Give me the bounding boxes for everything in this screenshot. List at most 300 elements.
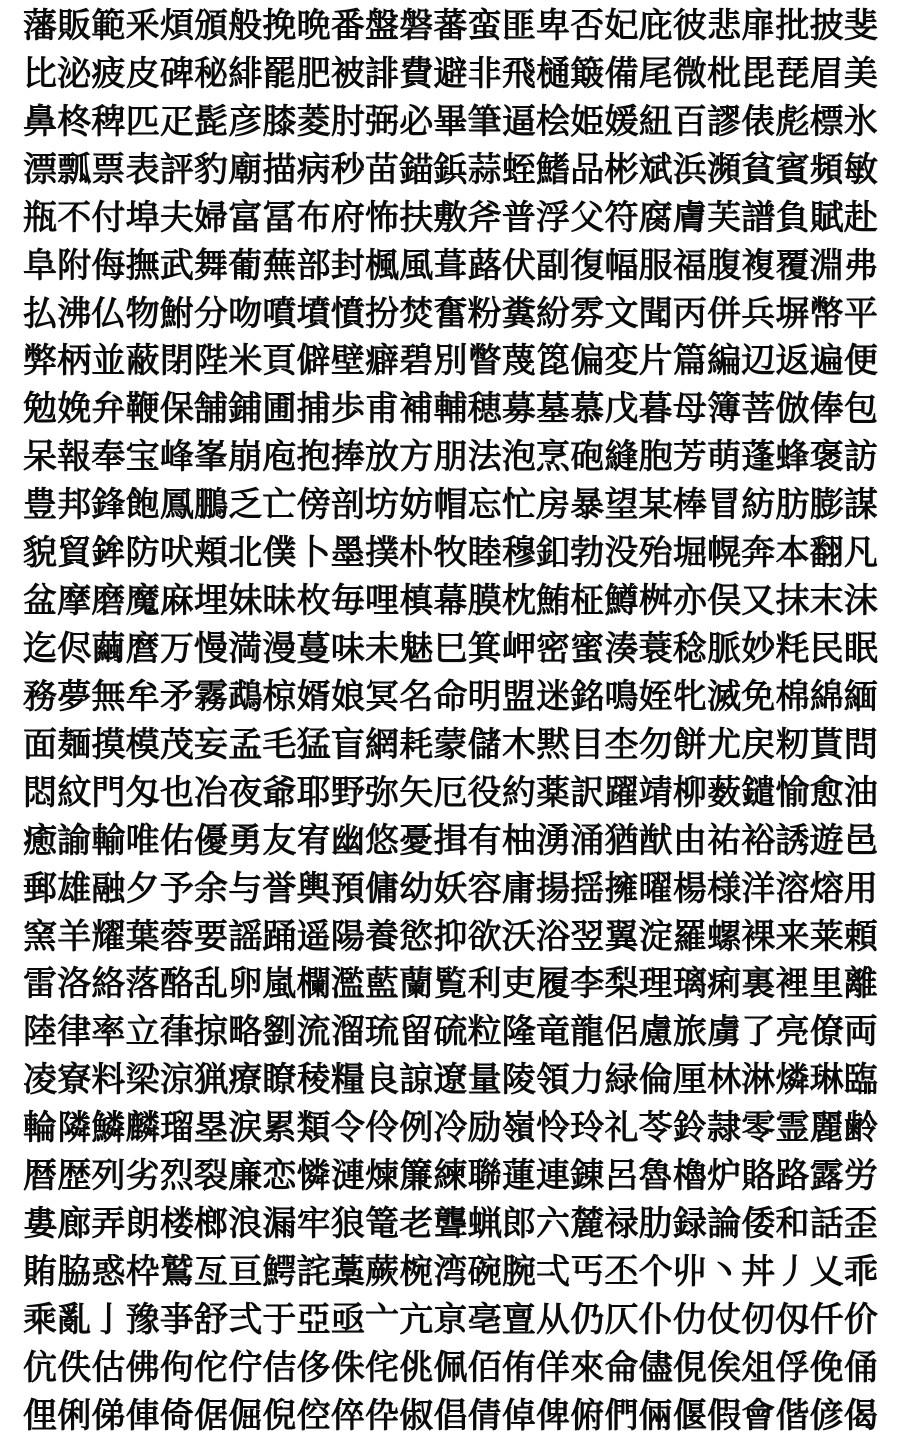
kanji-glyph: 墓 [536,389,571,430]
kanji-glyph: 佩 [433,1347,468,1388]
kanji-glyph: 齢 [843,1108,878,1149]
kanji-glyph: 彬 [604,149,639,190]
kanji-glyph: 遊 [809,820,844,861]
kanji-glyph: 儲 [467,724,502,765]
kanji-glyph: 縫 [604,437,639,478]
kanji-glyph: 倪 [262,1395,297,1436]
kanji-glyph: 撫 [125,245,160,286]
kanji-glyph: 亠 [365,1299,400,1340]
kanji-glyph: 褒 [809,437,844,478]
kanji-glyph: 爺 [262,772,297,813]
kanji-glyph: 癒 [23,820,57,861]
kanji-glyph: 萌 [707,437,742,478]
kanji-glyph: 塀 [775,293,810,334]
kanji-glyph: 廉 [228,1156,263,1197]
kanji-glyph: 仆 [638,1299,673,1340]
kanji-glyph: 賓 [775,149,810,190]
kanji-glyph: 槙 [399,581,434,622]
kanji-glyph: 峰 [159,437,194,478]
kanji-glyph: 風 [399,245,434,286]
kanji-glyph: 秘 [194,53,229,94]
kanji-glyph: 偐 [809,1395,844,1436]
kanji-glyph: 塁 [194,1108,229,1149]
glyph-row [23,722,877,768]
kanji-glyph: 由 [672,820,707,861]
kanji-glyph: 佻 [399,1347,434,1388]
kanji-glyph: 倔 [228,1395,263,1436]
kanji-glyph: 倆 [638,1395,673,1436]
kanji-glyph: 俥 [125,1395,160,1436]
kanji-glyph: 文 [604,293,639,334]
kanji-glyph: 櫓 [672,1156,707,1197]
kanji-glyph: 粒 [467,1012,502,1053]
kanji-glyph: 硫 [433,1012,468,1053]
kanji-glyph: 不 [57,197,92,238]
kanji-glyph: 備 [604,53,639,94]
kanji-glyph: 盆 [23,581,57,622]
kanji-glyph: 俸 [809,389,844,430]
kanji-glyph: 丕 [604,1251,639,1292]
kanji-glyph: 會 [741,1395,776,1436]
kanji-glyph: 樋 [536,53,571,94]
kanji-glyph: 美 [843,53,878,94]
kanji-glyph: 掠 [194,1012,229,1053]
kanji-glyph: 歩 [330,389,365,430]
kanji-glyph: 揚 [536,868,571,909]
kanji-glyph: 漣 [330,1156,365,1197]
kanji-glyph: 諒 [399,1060,434,1101]
kanji-glyph: 嵐 [262,964,297,1005]
kanji-glyph: 毛 [262,724,297,765]
kanji-glyph: 浴 [536,916,571,957]
kanji-glyph: 履 [536,964,571,1005]
kanji-glyph: 留 [399,1012,434,1053]
kanji-glyph: 傍 [296,485,331,526]
kanji-glyph: 倥 [296,1395,331,1436]
kanji-glyph: 乏 [228,485,263,526]
kanji-glyph: 亰 [433,1299,468,1340]
kanji-glyph: 磨 [91,581,126,622]
kanji-glyph: 薮 [707,772,742,813]
kanji-glyph: 余 [194,868,229,909]
kanji-glyph: 仟 [809,1299,844,1340]
kanji-glyph: 放 [365,437,400,478]
kanji-glyph: 煉 [365,1156,400,1197]
kanji-glyph: 偃 [672,1395,707,1436]
kanji-glyph: 複 [741,245,776,286]
kanji-glyph: 摸 [91,724,126,765]
kanji-glyph: 悠 [365,820,400,861]
kanji-glyph: 湊 [604,628,639,669]
kanji-glyph: 鵡 [228,676,263,717]
kanji-glyph: 猶 [604,820,639,861]
kanji-glyph: 母 [672,389,707,430]
kanji-glyph: 封 [330,245,365,286]
kanji-glyph: 伜 [365,1395,400,1436]
kanji-glyph: 微 [672,53,707,94]
kanji-glyph: 般 [228,6,263,46]
kanji-glyph: 輔 [433,389,468,430]
kanji-glyph: 鈴 [672,1108,707,1149]
kanji-glyph: 椋 [262,676,297,717]
kanji-glyph: 仭 [775,1299,810,1340]
kanji-glyph: 彦 [228,101,263,142]
kanji-glyph: 俛 [809,1347,844,1388]
kanji-glyph: 勇 [228,820,263,861]
kanji-glyph: 圃 [262,389,297,430]
kanji-glyph: 米 [228,341,263,382]
kanji-glyph: 畢 [433,101,468,142]
kanji-glyph: 杢 [604,724,639,765]
kanji-glyph: 佚 [57,1347,92,1388]
kanji-glyph: 忙 [501,485,536,526]
kanji-glyph: 俾 [536,1395,571,1436]
kanji-glyph: 烈 [159,1156,194,1197]
kanji-glyph: 弁 [91,389,126,430]
kanji-glyph: 罷 [262,53,297,94]
kanji-glyph: 老 [399,1204,434,1245]
kanji-glyph: 覆 [775,245,810,286]
kanji-glyph: 瞥 [467,341,502,382]
kanji-glyph: 良 [365,1060,400,1101]
kanji-glyph: 梁 [125,1060,160,1101]
kanji-glyph: 理 [638,964,673,1005]
kanji-glyph: 品 [570,149,605,190]
kanji-glyph: 葉 [125,916,160,957]
kanji-glyph: 魅 [399,628,434,669]
kanji-glyph: 佯 [536,1347,571,1388]
kanji-glyph: 未 [365,628,400,669]
kanji-glyph: 綿 [809,676,844,717]
kanji-glyph: 黙 [536,724,571,765]
kanji-glyph: 倨 [194,1395,229,1436]
kanji-glyph: 膨 [809,485,844,526]
kanji-glyph: 踊 [262,916,297,957]
kanji-glyph: 緬 [843,676,878,717]
kanji-glyph: 勉 [23,389,57,430]
kanji-glyph: 蓉 [159,916,194,957]
kanji-glyph: 伏 [501,245,536,286]
kanji-glyph: 率 [91,1012,126,1053]
kanji-glyph: 避 [433,53,468,94]
kanji-glyph: 莱 [809,916,844,957]
kanji-glyph: 沸 [57,293,92,334]
kanji-glyph: 報 [57,437,92,478]
kanji-glyph: 碧 [399,341,434,382]
kanji-glyph: 怖 [365,197,400,238]
kanji-glyph: 絡 [91,964,126,1005]
kanji-glyph: 椀 [399,1251,434,1292]
kanji-glyph: 被 [330,53,365,94]
kanji-glyph: 燐 [775,1060,810,1101]
kanji-glyph: 腕 [501,1251,536,1292]
kanji-glyph: 坊 [365,485,400,526]
kanji-glyph: 唯 [125,820,160,861]
kanji-glyph: 律 [57,1012,92,1053]
kanji-glyph: 肘 [330,101,365,142]
kanji-glyph: 普 [501,197,536,238]
kanji-glyph: 詫 [296,1251,331,1292]
kanji-glyph: 伶 [365,1108,400,1149]
kanji-glyph: 脈 [707,628,742,669]
kanji-glyph: 慢 [194,628,229,669]
kanji-glyph: 們 [604,1395,639,1436]
kanji-glyph: 蓬 [741,437,776,478]
kanji-glyph: 誹 [365,53,400,94]
kanji-glyph: 病 [296,149,331,190]
kanji-glyph: 暮 [638,389,673,430]
kanji-glyph: 魔 [125,581,160,622]
kanji-glyph: 翼 [604,916,639,957]
kanji-glyph: 羅 [672,916,707,957]
kanji-glyph: 料 [91,1060,126,1101]
kanji-glyph: 穆 [501,533,536,574]
kanji-glyph: 麻 [159,581,194,622]
kanji-glyph: 籾 [775,724,810,765]
kanji-glyph: 併 [707,293,742,334]
kanji-glyph: 滅 [707,676,742,717]
kanji-glyph: 幅 [604,245,639,286]
kanji-glyph: 于 [262,1299,297,1340]
kanji-glyph: 貧 [741,149,776,190]
kanji-glyph: 奔 [741,533,776,574]
kanji-glyph: 僻 [296,341,331,382]
kanji-glyph: 茂 [159,724,194,765]
kanji-glyph: 累 [262,1108,297,1149]
kanji-glyph: 倅 [330,1395,365,1436]
kanji-glyph: 負 [775,197,810,238]
kanji-glyph: 逼 [501,101,536,142]
kanji-glyph: 矛 [159,676,194,717]
kanji-glyph: 宥 [296,820,331,861]
kanji-glyph: 悲 [707,6,742,46]
kanji-glyph: 亂 [57,1299,92,1340]
kanji-glyph: 藍 [365,964,400,1005]
kanji-glyph: 噴 [262,293,297,334]
kanji-glyph: 巳 [433,628,468,669]
kanji-glyph: 裏 [741,964,776,1005]
kanji-glyph: 倬 [501,1395,536,1436]
kanji-glyph: 仏 [91,293,126,334]
kanji-glyph: 鮒 [159,293,194,334]
kanji-glyph: 濫 [330,964,365,1005]
kanji-glyph: 乘 [23,1299,57,1340]
kanji-glyph: 曜 [638,868,673,909]
kanji-glyph: 貰 [809,724,844,765]
kanji-glyph: 裡 [775,964,810,1005]
kanji-glyph: 盲 [330,724,365,765]
kanji-glyph: 魯 [638,1156,673,1197]
kanji-glyph: 郵 [23,868,57,909]
kanji-glyph: 類 [296,1108,331,1149]
kanji-glyph: 帽 [433,485,468,526]
kanji-glyph: 楊 [672,868,707,909]
kanji-glyph: 頻 [809,149,844,190]
kanji-glyph: 鱗 [91,1108,126,1149]
kanji-glyph: 癖 [365,341,400,382]
kanji-glyph: 憂 [399,820,434,861]
kanji-glyph: 豫 [125,1299,160,1340]
kanji-glyph: 聯 [467,1156,502,1197]
kanji-glyph: 表 [125,149,160,190]
kanji-glyph: 俶 [399,1395,434,1436]
kanji-glyph: 佰 [467,1347,502,1388]
kanji-glyph: 粉 [467,293,502,334]
kanji-glyph: 非 [467,53,502,94]
kanji-glyph: 晩 [296,6,331,46]
kanji-glyph: 痢 [707,964,742,1005]
kanji-glyph: 崩 [228,437,263,478]
kanji-glyph: 耗 [399,724,434,765]
kanji-glyph: 假 [707,1395,742,1436]
kanji-glyph: 毎 [330,581,365,622]
kanji-glyph: 奉 [91,437,126,478]
kanji-glyph: 乱 [194,964,229,1005]
kanji-glyph: 彪 [775,101,810,142]
kanji-glyph: 龍 [570,1012,605,1053]
kanji-glyph: 歪 [843,1204,878,1245]
kanji-glyph: 募 [501,389,536,430]
kanji-glyph: 蓮 [501,1156,536,1197]
kanji-glyph: 謬 [707,101,742,142]
kanji-glyph: 聾 [433,1204,468,1245]
kanji-glyph: 復 [570,245,605,286]
kanji-glyph: 岬 [501,628,536,669]
kanji-glyph: 友 [262,820,297,861]
kanji-glyph: 夢 [57,676,92,717]
kanji-glyph: 和 [775,1204,810,1245]
kanji-glyph: 陛 [194,341,229,382]
kanji-glyph: 糧 [330,1060,365,1101]
kanji-glyph: 庖 [262,437,297,478]
kanji-glyph: 稗 [91,101,126,142]
kanji-glyph: 沃 [501,916,536,957]
kanji-glyph: 斐 [843,6,878,46]
kanji-glyph: 卜 [296,533,331,574]
kanji-glyph: 遥 [296,916,331,957]
kanji-glyph: 愉 [775,772,810,813]
kanji-glyph: 別 [433,341,468,382]
kanji-glyph: 疲 [91,53,126,94]
kanji-glyph: 望 [604,485,639,526]
kanji-glyph: 門 [91,772,126,813]
kanji-glyph: 婁 [23,1204,57,1245]
kanji-glyph: 蓑 [638,628,673,669]
kanji-glyph: 抑 [433,916,468,957]
kanji-glyph: 勿 [638,724,673,765]
kanji-glyph: 漂 [23,149,57,190]
kanji-glyph: 毘 [741,53,776,94]
kanji-glyph: 葺 [433,245,468,286]
kanji-glyph: 奮 [433,293,468,334]
kanji-glyph: 目 [570,724,605,765]
glyph-row [23,243,877,289]
kanji-glyph: 鰐 [262,1251,297,1292]
kanji-glyph: 葎 [159,1012,194,1053]
kanji-glyph: 扮 [365,293,400,334]
kanji-glyph: 箕 [467,628,502,669]
kanji-glyph: 満 [228,628,263,669]
kanji-glyph: 民 [809,628,844,669]
kanji-glyph: 麓 [570,1204,605,1245]
kanji-glyph: 苓 [638,1108,673,1149]
kanji-glyph: 柾 [570,581,605,622]
kanji-glyph: 挽 [262,6,297,46]
kanji-glyph: 篭 [365,1204,400,1245]
kanji-glyph: 炉 [707,1156,742,1197]
kanji-glyph: 壁 [330,341,365,382]
kanji-glyph: 倣 [775,389,810,430]
kanji-glyph: 窯 [23,916,57,957]
kanji-glyph: 弼 [365,101,400,142]
kanji-glyph: 鳳 [159,485,194,526]
kanji-glyph: 編 [707,341,742,382]
kanji-glyph: 也 [159,772,194,813]
kanji-glyph: 暦 [23,1156,57,1197]
kanji-glyph: 殆 [638,533,673,574]
kanji-glyph: 飛 [501,53,536,94]
kanji-glyph: 閉 [159,341,194,382]
kanji-glyph: 敷 [433,197,468,238]
kanji-glyph: 令 [330,1108,365,1149]
kanji-glyph: 離 [843,964,878,1005]
kanji-glyph: 躍 [604,772,639,813]
kanji-glyph: 冨 [262,197,297,238]
kanji-glyph: 名 [399,676,434,717]
kanji-glyph: 僕 [262,533,297,574]
kanji-glyph: 藁 [330,1251,365,1292]
kanji-glyph: 虜 [707,1012,742,1053]
kanji-glyph: 埋 [194,581,229,622]
kanji-glyph: 眉 [809,53,844,94]
kanji-glyph: 附 [57,245,92,286]
kanji-glyph: 夕 [125,868,160,909]
kanji-glyph: 鱒 [604,581,639,622]
kanji-glyph: 枚 [296,581,331,622]
kanji-glyph: 並 [91,341,126,382]
kanji-glyph: 予 [159,868,194,909]
kanji-glyph: 胞 [638,437,673,478]
glyph-row [23,291,877,337]
kanji-glyph: 匹 [125,101,160,142]
kanji-glyph: 賦 [809,197,844,238]
kanji-glyph: 販 [57,6,92,46]
kanji-glyph: 費 [399,53,434,94]
kanji-glyph: 有 [467,820,502,861]
kanji-glyph: 頼 [843,916,878,957]
kanji-glyph: 霊 [775,1108,810,1149]
kanji-glyph: 泡 [501,437,536,478]
kanji-glyph: 蕪 [262,245,297,286]
kanji-glyph: 瀕 [707,149,742,190]
kanji-glyph: 抹 [775,581,810,622]
kanji-glyph: 肪 [775,485,810,526]
glyph-row [23,866,877,912]
kanji-glyph: 郎 [501,1204,536,1245]
kanji-glyph: 螺 [707,916,742,957]
kanji-glyph: 福 [672,245,707,286]
kanji-glyph: 弥 [365,772,400,813]
kanji-glyph: 俚 [23,1395,57,1436]
kanji-glyph: 猛 [296,724,331,765]
kanji-glyph: 簿 [707,389,742,430]
kanji-glyph: 庸 [501,868,536,909]
kanji-glyph: 枠 [125,1251,160,1292]
kanji-glyph: 弌 [536,1251,571,1292]
kanji-glyph: 舒 [194,1299,229,1340]
kanji-glyph: 薬 [536,772,571,813]
kanji-glyph: 稔 [672,628,707,669]
